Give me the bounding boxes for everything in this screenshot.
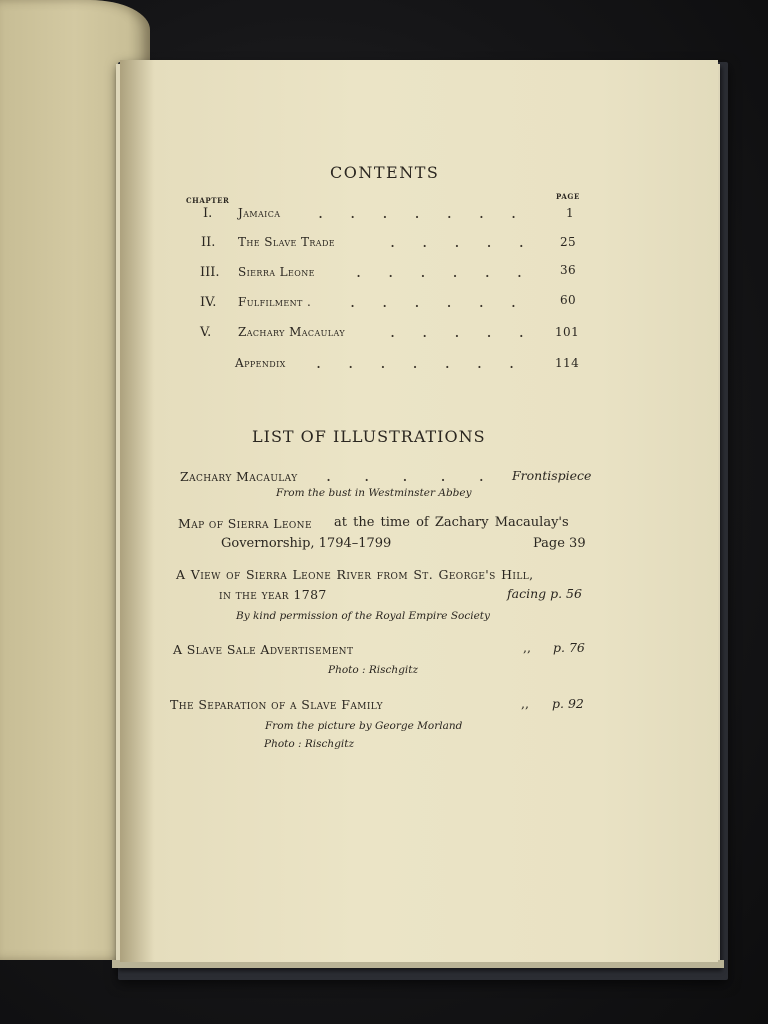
- illustration-page: facing p. 56: [507, 586, 582, 601]
- illustration-page: Page 39: [533, 536, 586, 551]
- dot-leader: . . . . . . .: [318, 203, 528, 222]
- chapter-title: Fulfilment .: [238, 295, 312, 309]
- illustration-title: The Separation of a Slave Family: [170, 697, 383, 712]
- chapter-title: Sierra Leone: [238, 265, 315, 279]
- illustration-title: A Slave Sale Advertisement: [173, 642, 354, 657]
- illustration-page: p. 76: [553, 640, 585, 655]
- dot-leader: . . . . .: [390, 232, 535, 251]
- contents-title: CONTENTS: [330, 163, 440, 182]
- ditto-mark: ,,: [521, 696, 529, 711]
- chapter-numeral: III.: [200, 265, 220, 280]
- dot-leader: . . . . .: [326, 466, 498, 485]
- chapter-title: The Slave Trade: [238, 235, 336, 249]
- illustration-title: A View of Sierra Leone River from St. George's Hill,: [176, 567, 534, 582]
- illustration-title-continued: at the time of Zachary Macaulay's: [334, 515, 569, 530]
- page-column-header: PAGE: [556, 192, 580, 201]
- illustration-note-2: Photo : Rischgitz: [264, 738, 355, 750]
- illustration-title: Zachary Macaulay: [180, 469, 298, 484]
- illustration-title: Map of Sierra Leone: [178, 516, 312, 531]
- chapter-numeral: I.: [203, 206, 213, 221]
- chapter-page: 101: [555, 325, 580, 339]
- dot-leader: . . . . . .: [356, 262, 533, 281]
- appendix-title: Appendix: [235, 356, 286, 370]
- illustration-note: From the bust in Westminster Abbey: [276, 487, 472, 499]
- chapter-numeral: II.: [201, 235, 216, 250]
- chapter-page: 25: [560, 235, 577, 249]
- dot-leader: . . . . . . .: [316, 353, 526, 372]
- dot-leader: . . . . . .: [350, 292, 527, 311]
- dot-leader: . . . . .: [390, 322, 535, 341]
- ditto-mark: ,,: [523, 640, 531, 655]
- illustration-page: p. 92: [552, 696, 584, 711]
- illustration-note: By kind permission of the Royal Empire Society: [236, 610, 490, 622]
- illustration-title-line2: in the year 1787: [219, 587, 327, 602]
- chapter-page: 36: [560, 263, 577, 277]
- chapter-page: 60: [560, 293, 577, 307]
- gutter-shadow: [120, 60, 154, 962]
- illustration-note: Photo : Rischgitz: [328, 664, 419, 676]
- chapter-page: 1: [566, 206, 575, 220]
- chapter-numeral: V.: [200, 325, 212, 340]
- chapter-numeral: IV.: [200, 295, 217, 310]
- illustrations-title: LIST OF ILLUSTRATIONS: [252, 427, 486, 446]
- illustration-title-line2: Governorship, 1794–1799: [221, 536, 392, 551]
- appendix-page: 114: [555, 356, 580, 370]
- chapter-title: Jamaica: [238, 206, 281, 220]
- illustration-note: From the picture by George Morland: [265, 720, 463, 732]
- illustration-page: Frontispiece: [512, 468, 592, 483]
- chapter-column-header: CHAPTER: [186, 196, 230, 205]
- chapter-title: Zachary Macaulay: [238, 325, 346, 339]
